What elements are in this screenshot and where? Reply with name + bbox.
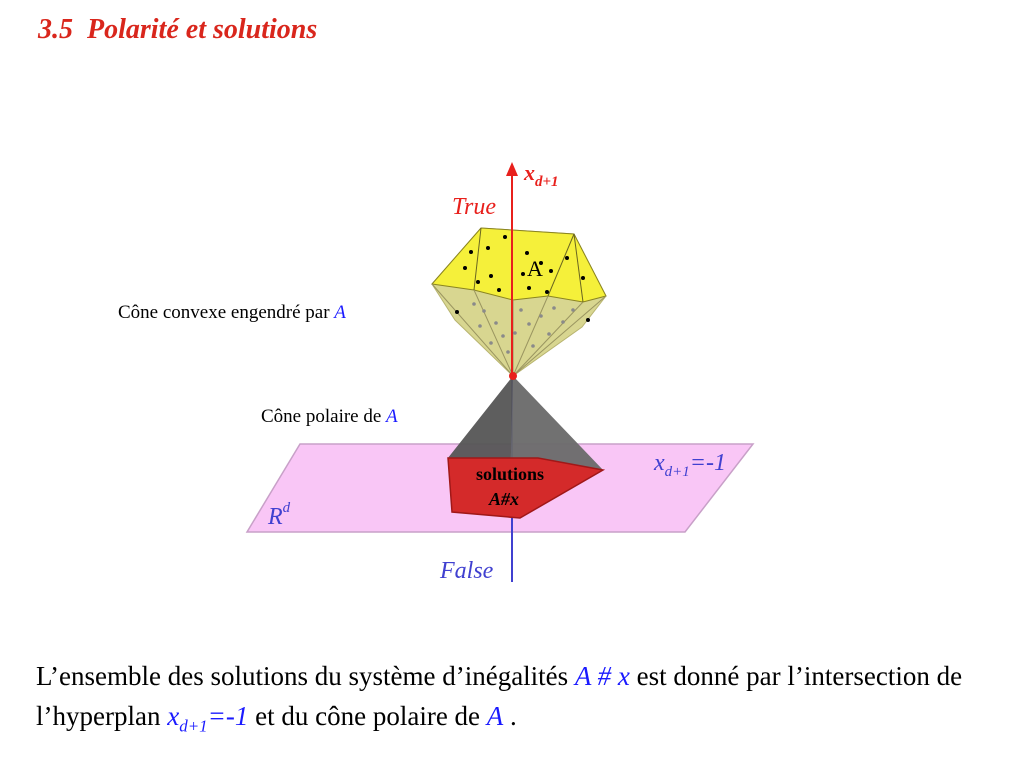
false-label: False	[440, 558, 494, 584]
section-title: Polarité et solutions	[87, 14, 318, 45]
convex-cone-label: Cône convexe engendré par A	[118, 302, 346, 323]
solutions-expr: A#x	[488, 489, 520, 509]
axis-arrowhead	[506, 162, 518, 176]
point-label-a: A	[527, 256, 543, 281]
explanation-paragraph: L’ensemble des solutions du système d’inégalités A # x est donné par l’intersection de l’hyperplan $x_{d+1}=-1$ et du cône polaire de A .	[36, 661, 963, 736]
solutions-label: solutions	[475, 464, 545, 484]
axis-label: xd+1	[524, 160, 559, 190]
origin-point	[509, 372, 517, 380]
hyperplane-label: xd+1=-1	[654, 450, 726, 480]
convex-cone	[432, 228, 606, 376]
polar-cone-label: Cône polaire de A	[261, 406, 398, 427]
true-label: True	[452, 194, 497, 220]
plane-label: Rd	[268, 500, 291, 530]
section-number: 3.5	[38, 14, 73, 45]
